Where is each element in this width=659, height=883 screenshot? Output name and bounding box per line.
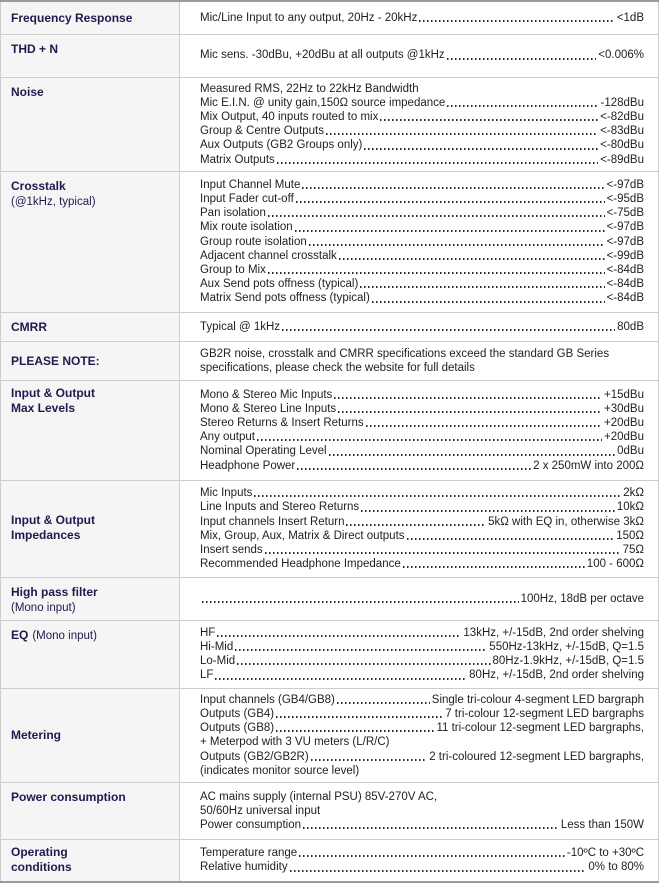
- spec-desc: Insert sends: [200, 543, 263, 556]
- spec-desc: Input Channel Mute: [200, 178, 301, 191]
- spec-value: +20dBu: [604, 417, 644, 430]
- section-content-cell: [180, 34, 659, 77]
- section-label-cell: [1, 34, 180, 77]
- spec-row: [1, 341, 659, 380]
- spec-value: 2 x 250mW into 200Ω: [533, 459, 644, 472]
- spec-desc: Mic Inputs: [200, 487, 253, 500]
- spec-value: +30dBu: [604, 402, 644, 415]
- spec-value: <-82dBu: [600, 110, 644, 123]
- section-title: THD + N: [11, 41, 59, 56]
- spec-desc: Input Fader cut-off: [200, 193, 294, 205]
- dot-leader: [276, 716, 443, 718]
- spec-line: [200, 486, 644, 500]
- section-label-cell: [1, 782, 180, 839]
- dot-leader: [257, 439, 602, 441]
- section-title: Frequency Response: [11, 10, 133, 25]
- spec-value: 2kΩ: [623, 487, 644, 500]
- spec-desc: Matrix Send pots offness (typical): [200, 292, 370, 305]
- section-label-cell: [1, 171, 180, 312]
- section-title: Metering: [11, 728, 62, 743]
- dot-leader: [403, 566, 585, 568]
- spec-line: [200, 557, 644, 571]
- spec-line: [200, 693, 644, 707]
- dot-leader: [235, 649, 487, 651]
- section-title: Crosstalk: [11, 178, 66, 193]
- spec-desc: Headphone Power: [200, 459, 296, 472]
- spec-desc: LF: [200, 669, 214, 682]
- spec-line: [200, 459, 644, 473]
- spec-desc: Outputs (GB4): [200, 707, 275, 720]
- spec-desc: Mono & Stereo Mic Inputs: [200, 388, 333, 401]
- spec-line: [200, 444, 644, 458]
- section-label-cell: [1, 1, 180, 34]
- spec-desc: Lo-Mid: [200, 655, 236, 668]
- spec-desc: Outputs (GB2/GB2R): [200, 750, 309, 763]
- spec-value: <0.006%: [598, 49, 644, 62]
- dot-leader: [237, 663, 490, 665]
- spec-line: [200, 82, 644, 96]
- dot-leader: [202, 601, 519, 603]
- dot-leader: [299, 855, 565, 857]
- dot-leader: [329, 454, 616, 456]
- spec-line: [200, 96, 644, 110]
- spec-line: [200, 515, 644, 529]
- spec-desc: 50/60Hz universal input: [200, 804, 321, 817]
- spec-value: 0% to 80%: [588, 861, 644, 874]
- spec-line: [200, 668, 644, 682]
- section-content-cell: [180, 782, 659, 839]
- spec-value: 0dBu: [617, 445, 644, 458]
- dot-leader: [366, 425, 602, 427]
- section-label-cell: [1, 380, 180, 480]
- spec-row: [1, 782, 659, 839]
- spec-desc: Mix Output, 40 inputs routed to mix: [200, 110, 379, 123]
- spec-row: [1, 839, 659, 882]
- spec-value: <-97dB: [606, 178, 644, 191]
- spec-row: [1, 380, 659, 480]
- spec-value: <1dB: [616, 11, 644, 24]
- spec-line: [200, 48, 644, 62]
- section-label-cell: [1, 620, 180, 688]
- spec-line: [200, 707, 644, 721]
- spec-value: <-99dB: [606, 249, 644, 262]
- spec-desc: Group to Mix: [200, 264, 266, 277]
- section-label-cell: [1, 77, 180, 171]
- spec-line: [200, 416, 644, 430]
- dot-leader: [265, 552, 621, 554]
- spec-line: [200, 750, 644, 764]
- spec-desc: Mic E.I.N. @ unity gain,150Ω source impedance: [200, 96, 446, 109]
- spec-desc: Relative humidity: [200, 861, 288, 874]
- spec-line: [200, 818, 644, 832]
- spec-line: [200, 500, 644, 514]
- section-content-cell: [180, 839, 659, 882]
- dot-leader: [337, 702, 430, 704]
- dot-leader: [309, 244, 605, 246]
- spec-value: 11 tri-colour 12-segment LED bargraphs,: [436, 722, 644, 735]
- section-subtitle: (@1kHz, typical): [11, 195, 96, 208]
- spec-line: [200, 11, 644, 25]
- spec-value: 80Hz, +/-15dB, 2nd order shelving: [469, 669, 644, 682]
- spec-desc: Group & Centre Outputs: [200, 125, 325, 138]
- spec-desc: Aux Outputs (GB2 Groups only): [200, 139, 363, 152]
- spec-value: <-84dB: [606, 292, 644, 305]
- spec-row: [1, 620, 659, 688]
- spec-line: [200, 277, 644, 291]
- spec-row: [1, 1, 659, 34]
- spec-desc: GB2R noise, crosstalk and CMRR specifications exceed the standard GB Series specifications, please check the website for full details: [200, 347, 610, 374]
- spec-desc: Measured RMS, 22Hz to 22kHz Bandwidth: [200, 82, 419, 95]
- spec-value: Single tri-colour 4-segment LED bargraph: [431, 693, 644, 706]
- spec-desc: Pan isolation: [200, 207, 266, 220]
- spec-table-body: [1, 1, 659, 882]
- spec-line: [200, 124, 644, 138]
- spec-line: [200, 860, 644, 874]
- section-content-cell: [180, 577, 659, 620]
- section-title: PLEASE NOTE:: [11, 353, 100, 368]
- dot-leader: [339, 258, 605, 260]
- dot-leader: [254, 495, 621, 497]
- spec-desc: Group route isolation: [200, 235, 307, 248]
- spec-desc: Nominal Operating Level: [200, 445, 327, 458]
- section-content-cell: [180, 380, 659, 480]
- section-content-cell: [180, 341, 659, 380]
- dot-leader: [290, 870, 587, 872]
- spec-desc: Temperature range: [200, 847, 298, 860]
- spec-line: [200, 735, 644, 749]
- spec-desc: Mix route isolation: [200, 221, 293, 234]
- spec-line: [200, 804, 644, 818]
- section-label-cell: [1, 312, 180, 341]
- section-title: Operating conditions: [11, 844, 72, 874]
- section-content-cell: [180, 620, 659, 688]
- spec-desc: Mix, Group, Aux, Matrix & Direct outputs: [200, 529, 405, 542]
- spec-desc: Line Inputs and Stereo Returns: [200, 501, 360, 514]
- dot-leader: [419, 20, 614, 22]
- spec-value: 5kΩ with EQ in, otherwise 3kΩ: [488, 515, 644, 528]
- spec-value: 100 - 600Ω: [586, 558, 644, 571]
- spec-value: +20dBu: [604, 431, 644, 444]
- spec-line: [200, 626, 644, 640]
- dot-leader: [407, 538, 615, 540]
- dot-leader: [447, 58, 597, 60]
- spec-value: 100Hz, 18dB per octave: [520, 592, 644, 605]
- spec-line: [200, 721, 644, 735]
- spec-line: [200, 138, 644, 152]
- spec-desc: Stereo Returns & Insert Returns: [200, 417, 364, 430]
- spec-value: 2 tri-coloured 12-segment LED bargraphs,: [429, 750, 644, 763]
- spec-desc: AC mains supply (internal PSU) 85V-270V AC,: [200, 790, 438, 803]
- section-title: Power consumption: [11, 789, 126, 804]
- section-content-cell: [180, 1, 659, 34]
- section-title: EQ: [11, 627, 29, 642]
- spec-line: [200, 640, 644, 654]
- spec-line: [200, 388, 644, 402]
- dot-leader: [380, 119, 598, 121]
- spec-desc: Power consumption: [200, 819, 301, 832]
- section-label-cell: [1, 688, 180, 782]
- spec-value: 80dB: [617, 320, 644, 333]
- dot-leader: [364, 148, 598, 150]
- spec-row: [1, 688, 659, 782]
- spec-value: <-83dBu: [600, 125, 644, 138]
- spec-line: [200, 220, 644, 234]
- dot-leader: [361, 510, 615, 512]
- dot-leader: [277, 162, 598, 164]
- dot-leader: [217, 635, 461, 637]
- spec-row: [1, 34, 659, 77]
- spec-value: +15dBu: [604, 388, 644, 401]
- spec-desc: Input channels Insert Return: [200, 515, 345, 528]
- spec-desc: Mono & Stereo Line Inputs: [200, 402, 337, 415]
- dot-leader: [296, 201, 605, 203]
- section-label-cell: [1, 341, 180, 380]
- section-subtitle: (Mono input): [11, 601, 76, 614]
- section-label-cell: [1, 480, 180, 577]
- spec-line: [200, 110, 644, 124]
- spec-desc: Recommended Headphone Impedance: [200, 558, 401, 571]
- spec-row: [1, 312, 659, 341]
- section-content-cell: [180, 688, 659, 782]
- dot-leader: [447, 105, 598, 107]
- section-content-cell: [180, 480, 659, 577]
- spec-value: <-97dB: [606, 235, 644, 248]
- spec-value: <-80dBu: [600, 139, 644, 152]
- spec-value: <-84dB: [606, 278, 644, 291]
- spec-value: 10kΩ: [616, 501, 644, 514]
- dot-leader: [302, 187, 604, 189]
- spec-desc: Mic/Line Input to any output, 20Hz - 20kHz: [200, 11, 418, 24]
- spec-line: [200, 291, 644, 305]
- spec-value: 550Hz-13kHz, +/-15dB, Q=1.5: [489, 641, 644, 654]
- spec-value: -128dBu: [600, 96, 644, 109]
- spec-value: -10ºC to +30ºC: [566, 847, 644, 860]
- section-title: CMRR: [11, 319, 47, 334]
- spec-line: [200, 790, 644, 804]
- spec-desc: Typical @ 1kHz: [200, 320, 281, 333]
- spec-value: 75Ω: [622, 543, 644, 556]
- spec-line: [200, 263, 644, 277]
- dot-leader: [334, 397, 602, 399]
- section-content-cell: [180, 77, 659, 171]
- spec-line: [200, 249, 644, 263]
- spec-desc: Mic sens. -30dBu, +20dBu at all outputs @1kHz: [200, 49, 445, 62]
- spec-value: <-89dBu: [600, 153, 644, 166]
- dot-leader: [276, 730, 434, 732]
- dot-leader: [295, 230, 605, 232]
- dot-leader: [268, 215, 605, 217]
- section-label-cell: [1, 839, 180, 882]
- spec-line: [200, 235, 644, 249]
- dot-leader: [282, 329, 615, 331]
- section-title: Input & Output Max Levels: [11, 385, 95, 415]
- dot-leader: [338, 411, 602, 413]
- spec-desc: Input channels (GB4/GB8): [200, 693, 335, 706]
- spec-desc: Adjacent channel crosstalk: [200, 249, 337, 262]
- spec-value: <-84dB: [606, 264, 644, 277]
- spec-desc: (indicates monitor source level): [200, 764, 360, 777]
- spec-desc: Outputs (GB8): [200, 722, 275, 735]
- section-title: Input & Output Impedances: [11, 513, 95, 543]
- section-title: High pass filter: [11, 584, 98, 599]
- spec-line: [200, 592, 644, 606]
- spec-value: 150Ω: [616, 529, 644, 542]
- dot-leader: [297, 468, 531, 470]
- dot-leader: [311, 759, 428, 761]
- dot-leader: [268, 272, 605, 274]
- spec-value: 7 tri-colour 12-segment LED bargraphs: [445, 707, 644, 720]
- spec-line: [200, 764, 644, 778]
- spec-row: [1, 480, 659, 577]
- spec-line: [200, 320, 644, 334]
- spec-line: [200, 347, 644, 375]
- dot-leader: [303, 827, 559, 829]
- section-subtitle: (Mono input): [32, 629, 97, 642]
- section-content-cell: [180, 312, 659, 341]
- spec-line: [200, 543, 644, 557]
- spec-line: [200, 206, 644, 220]
- spec-desc: HF: [200, 626, 216, 639]
- spec-line: [200, 846, 644, 860]
- spec-desc: Hi-Mid: [200, 641, 234, 654]
- spec-row: [1, 171, 659, 312]
- spec-value: 13kHz, +/-15dB, 2nd order shelving: [463, 626, 644, 639]
- spec-desc: + Meterpod with 3 VU meters (L/R/C): [200, 736, 390, 749]
- spec-row: [1, 577, 659, 620]
- spec-value: <-95dB: [606, 193, 644, 205]
- spec-row: [1, 77, 659, 171]
- spec-line: [200, 153, 644, 167]
- spec-line: [200, 654, 644, 668]
- dot-leader: [215, 678, 467, 680]
- dot-leader: [326, 133, 598, 135]
- spec-line: [200, 192, 644, 206]
- spec-line: [200, 430, 644, 444]
- spec-value: <-75dB: [606, 207, 644, 220]
- dot-leader: [360, 286, 604, 288]
- spec-line: [200, 178, 644, 192]
- section-label-cell: [1, 577, 180, 620]
- spec-value: 80Hz-1.9kHz, +/-15dB, Q=1.5: [492, 655, 644, 668]
- spec-desc: Matrix Outputs: [200, 153, 275, 166]
- spec-desc: Aux Send pots offness (typical): [200, 278, 359, 291]
- spec-value: <-97dB: [606, 221, 644, 234]
- section-content-cell: [180, 171, 659, 312]
- spec-line: [200, 402, 644, 416]
- spec-value: Less than 150W: [560, 819, 644, 832]
- dot-leader: [372, 301, 605, 303]
- spec-desc: Any output: [200, 431, 255, 444]
- dot-leader: [346, 524, 486, 526]
- section-title: Noise: [11, 84, 44, 99]
- spec-line: [200, 529, 644, 543]
